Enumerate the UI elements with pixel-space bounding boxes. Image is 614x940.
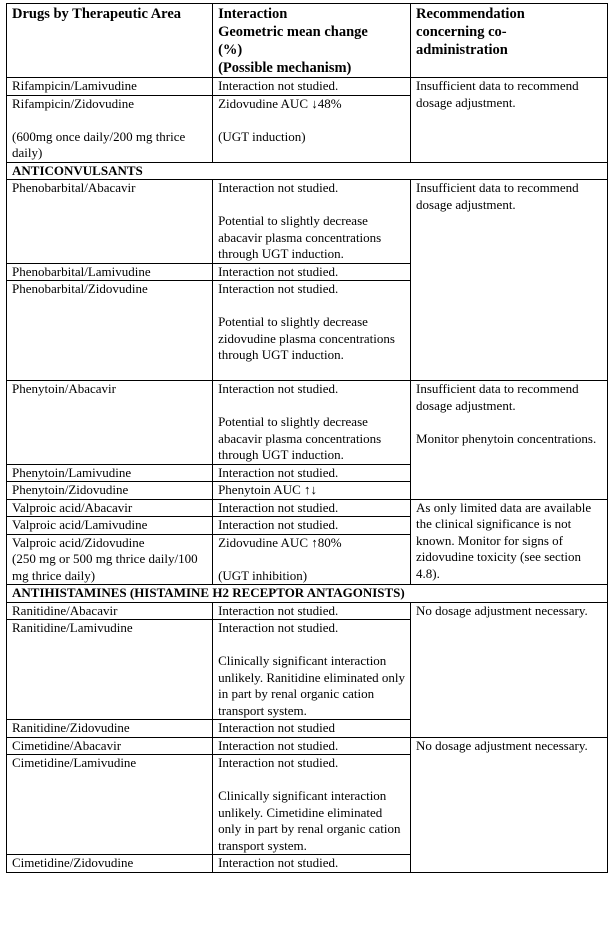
drug-cell: Valproic acid/Lamivudine: [7, 517, 213, 535]
drug-cell: Rifampicin/Zidovudine (600mg once daily/200 mg thrice daily): [7, 95, 213, 162]
interaction-cell: Zidovudine AUC ↓48% (UGT induction): [213, 95, 411, 162]
drug-cell: Valproic acid/Zidovudine (250 mg or 500 mg thrice daily/100 mg thrice daily): [7, 534, 213, 585]
interaction-cell: Interaction not studied. Potential to slightly decrease abacavir plasma concentrations through UGT induction.: [213, 381, 411, 465]
recommendation-cell: As only limited data are available the clinical significance is not known. Monitor for signs of zidovudine toxicity (see section 4.8).: [411, 499, 608, 585]
recommendation-cell: Insufficient data to recommend dosage adjustment.: [411, 78, 608, 163]
drug-cell: Phenobarbital/Lamivudine: [7, 263, 213, 281]
header-interaction: Interaction Geometric mean change (%) (Possible mechanism): [213, 4, 411, 78]
section-row: [7, 162, 608, 180]
interaction-cell: Interaction not studied.: [213, 263, 411, 281]
section-title-antihistamines: ANTIHISTAMINES (HISTAMINE H2 RECEPTOR ANTAGONISTS): [7, 585, 608, 603]
interaction-cell: Interaction not studied.: [213, 464, 411, 482]
header-recommendation: Recommendation concerning co- administration: [411, 4, 608, 78]
drug-cell: Ranitidine/Zidovudine: [7, 720, 213, 738]
interaction-cell: Interaction not studied.: [213, 737, 411, 755]
interaction-cell: Interaction not studied. Clinically significant interaction unlikely. Ranitidine eliminated only in part by renal organic cation transport system.: [213, 620, 411, 720]
recommendation-cell: No dosage adjustment necessary.: [411, 602, 608, 737]
interaction-cell: Phenytoin AUC ↑↓: [213, 482, 411, 500]
drug-cell: Phenobarbital/Abacavir: [7, 180, 213, 264]
interaction-cell: Zidovudine AUC ↑80% (UGT inhibition): [213, 534, 411, 585]
table-row: [7, 737, 608, 755]
drug-cell: Phenytoin/Abacavir: [7, 381, 213, 465]
table-header-row: [7, 4, 608, 78]
table-row: [7, 602, 608, 620]
interaction-cell: Interaction not studied.: [213, 499, 411, 517]
interaction-cell: Interaction not studied. Potential to slightly decrease zidovudine plasma concentrations through UGT induction.: [213, 281, 411, 381]
drug-cell: Ranitidine/Lamivudine: [7, 620, 213, 720]
drug-cell: Phenytoin/Lamivudine: [7, 464, 213, 482]
section-row: [7, 585, 608, 603]
table-row: [7, 499, 608, 517]
interaction-cell: Interaction not studied: [213, 720, 411, 738]
table-row: [7, 78, 608, 96]
section-title-anticonvulsants: ANTICONVULSANTS: [7, 162, 608, 180]
interaction-cell: Interaction not studied.: [213, 78, 411, 96]
interaction-cell: Interaction not studied.: [213, 855, 411, 873]
recommendation-cell: No dosage adjustment necessary.: [411, 737, 608, 872]
drug-cell: Rifampicin/Lamivudine: [7, 78, 213, 96]
interaction-cell: Interaction not studied. Clinically significant interaction unlikely. Cimetidine eliminated only in part by renal organic cation transport system.: [213, 755, 411, 855]
drug-cell: Cimetidine/Lamivudine: [7, 755, 213, 855]
interaction-cell: Interaction not studied.: [213, 602, 411, 620]
table-row: [7, 180, 608, 264]
drug-interaction-table: [6, 3, 608, 873]
header-drugs: Drugs by Therapeutic Area: [7, 4, 213, 78]
interaction-cell: Interaction not studied. Potential to slightly decrease abacavir plasma concentrations through UGT induction.: [213, 180, 411, 264]
drug-cell: Ranitidine/Abacavir: [7, 602, 213, 620]
drug-cell: Phenobarbital/Zidovudine: [7, 281, 213, 381]
interaction-cell: Interaction not studied.: [213, 517, 411, 535]
recommendation-cell: Insufficient data to recommend dosage adjustment. Monitor phenytoin concentrations.: [411, 381, 608, 500]
drug-cell: Phenytoin/Zidovudine: [7, 482, 213, 500]
drug-cell: Cimetidine/Zidovudine: [7, 855, 213, 873]
table-row: [7, 381, 608, 465]
drug-cell: Valproic acid/Abacavir: [7, 499, 213, 517]
drug-cell: Cimetidine/Abacavir: [7, 737, 213, 755]
recommendation-cell: Insufficient data to recommend dosage adjustment.: [411, 180, 608, 381]
